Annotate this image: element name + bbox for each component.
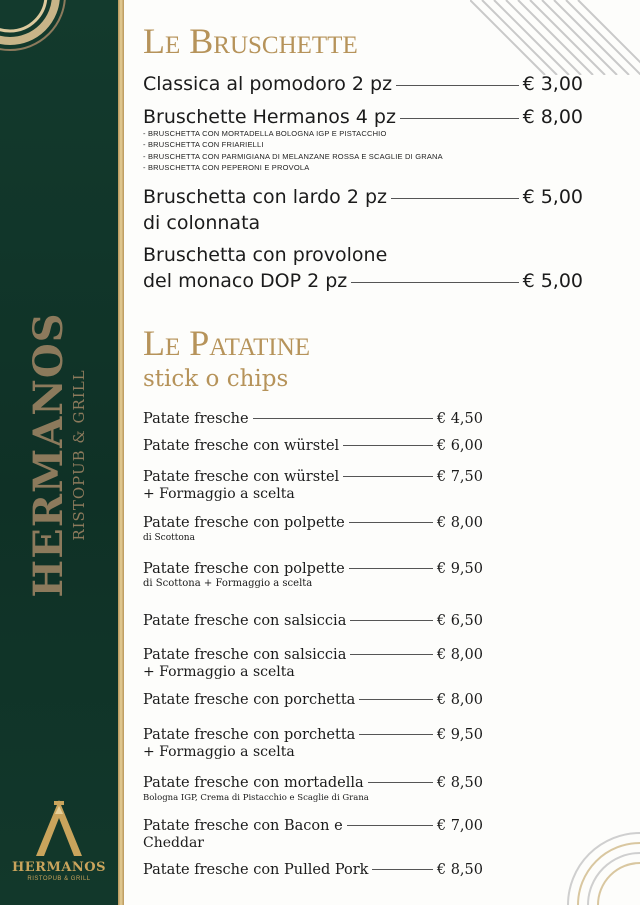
item-name: Patate fresche con polpette	[143, 561, 345, 577]
bottom-right-arcs-decoration	[560, 827, 640, 905]
patatine-title: Le Patatine	[143, 323, 311, 363]
bruschette-title: Le Bruschette	[143, 21, 358, 61]
menu-item	[143, 818, 483, 851]
item-price: € 8,00	[436, 515, 483, 531]
item-name: Patate fresche con salsiccia	[143, 613, 347, 629]
item-name: Patate fresche con würstel	[143, 438, 340, 454]
leader-line	[349, 522, 433, 523]
menu-item	[143, 727, 483, 760]
item-detail: + Formaggio a scelta	[143, 664, 295, 680]
logo-icon	[30, 798, 88, 858]
menu-item	[143, 613, 483, 630]
item-price: € 8,00	[436, 692, 483, 708]
item-name: Patate fresche con salsiccia	[143, 647, 347, 663]
item-price: € 3,00	[522, 73, 583, 95]
leader-line	[372, 869, 432, 870]
item-name: Patate fresche con polpette	[143, 515, 345, 531]
item-name: del monaco DOP 2 pz	[143, 270, 348, 292]
menu-item	[143, 469, 483, 502]
leader-line	[343, 445, 433, 446]
menu-item	[143, 184, 583, 236]
top-right-stripes-decoration	[470, 0, 640, 75]
item-name: Patate fresche con mortadella	[143, 775, 364, 791]
sidebar-gold-border	[118, 0, 124, 905]
item-detail: Cheddar	[143, 835, 204, 851]
item-price: € 9,50	[436, 561, 483, 577]
menu-item	[143, 411, 483, 428]
item-price: € 6,00	[436, 438, 483, 454]
item-price: € 8,00	[436, 647, 483, 663]
item-detail: di Scottona	[143, 533, 195, 543]
leader-line	[359, 699, 433, 700]
leader-line	[368, 782, 433, 783]
item-price: € 8,50	[436, 862, 483, 878]
leader-line	[349, 568, 433, 569]
item-detail: + Formaggio a scelta	[143, 744, 295, 760]
item-price: € 8,00	[522, 106, 583, 128]
brand-tagline: RISTOPUB & GRILL	[70, 369, 88, 541]
menu-item	[143, 515, 483, 544]
item-name: Patate fresche con würstel	[143, 469, 340, 485]
item-name: Patate fresche con porchetta	[143, 727, 356, 743]
leader-line	[359, 734, 433, 735]
item-name: Bruschetta con lardo 2 pz	[143, 186, 387, 208]
leader-line	[351, 282, 518, 283]
item-price: € 6,50	[436, 613, 483, 629]
item-price: € 7,00	[436, 818, 483, 834]
item-name: Patate fresche con porchetta	[143, 692, 356, 708]
item-price: € 8,50	[436, 775, 483, 791]
menu-item	[143, 647, 483, 680]
note-line: - BRUSCHETTA CON FRIARIELLI	[143, 140, 264, 150]
logo-brand-name: HERMANOS	[11, 860, 107, 875]
item-name: Patate fresche con Pulled Pork	[143, 862, 369, 878]
item-name: Patate fresche con Bacon e	[143, 818, 343, 834]
item-name: Patate fresche	[143, 411, 249, 427]
item-price: € 5,00	[522, 186, 583, 208]
item-name-continued: di colonnata	[143, 212, 261, 234]
bruschette-hermanos-notes	[143, 128, 443, 173]
leader-line	[350, 620, 433, 621]
brand-name: HERMANOS	[25, 312, 72, 598]
item-detail: di Scottona + Formaggio a scelta	[143, 578, 313, 589]
logo-brand-tagline: RISTOPUB & GRILL	[27, 876, 91, 882]
item-detail: + Formaggio a scelta	[143, 486, 295, 502]
item-name: Bruschette Hermanos 4 pz	[143, 106, 396, 128]
leader-line	[391, 198, 519, 199]
leader-line	[343, 476, 433, 477]
item-detail: Bologna IGP, Crema di Pistacchio e Scaglie di Grana	[143, 793, 369, 803]
item-price: € 7,50	[436, 469, 483, 485]
leader-line	[350, 654, 433, 655]
menu-item	[143, 71, 583, 97]
menu-item	[143, 104, 583, 130]
menu-item	[143, 775, 483, 804]
note-line: - BRUSCHETTA CON PEPERONI E PROVOLA	[143, 162, 310, 172]
note-line: - BRUSCHETTA CON MORTADELLA BOLOGNA IGP E PISTACCHIO	[143, 129, 387, 138]
item-price: € 9,50	[436, 727, 483, 743]
menu-item	[143, 561, 483, 590]
leader-line	[253, 418, 433, 419]
item-price: € 5,00	[522, 270, 583, 292]
leader-line	[396, 85, 518, 86]
item-name: Classica al pomodoro 2 pz	[143, 73, 393, 95]
leader-line	[347, 825, 433, 826]
menu-item	[143, 242, 583, 294]
menu-item	[143, 862, 483, 879]
item-name-line1: Bruschetta con provolone	[143, 244, 388, 266]
menu-item	[143, 692, 483, 709]
item-price: € 4,50	[436, 411, 483, 427]
menu-item	[143, 438, 483, 455]
note-line: - BRUSCHETTA CON PARMIGIANA DI MELANZANE ROSSA E SCAGLIE DI GRANA	[143, 151, 443, 161]
corner-arcs-decoration	[0, 0, 118, 60]
leader-line	[400, 118, 519, 119]
patatine-subtitle: stick o chips	[143, 366, 289, 392]
